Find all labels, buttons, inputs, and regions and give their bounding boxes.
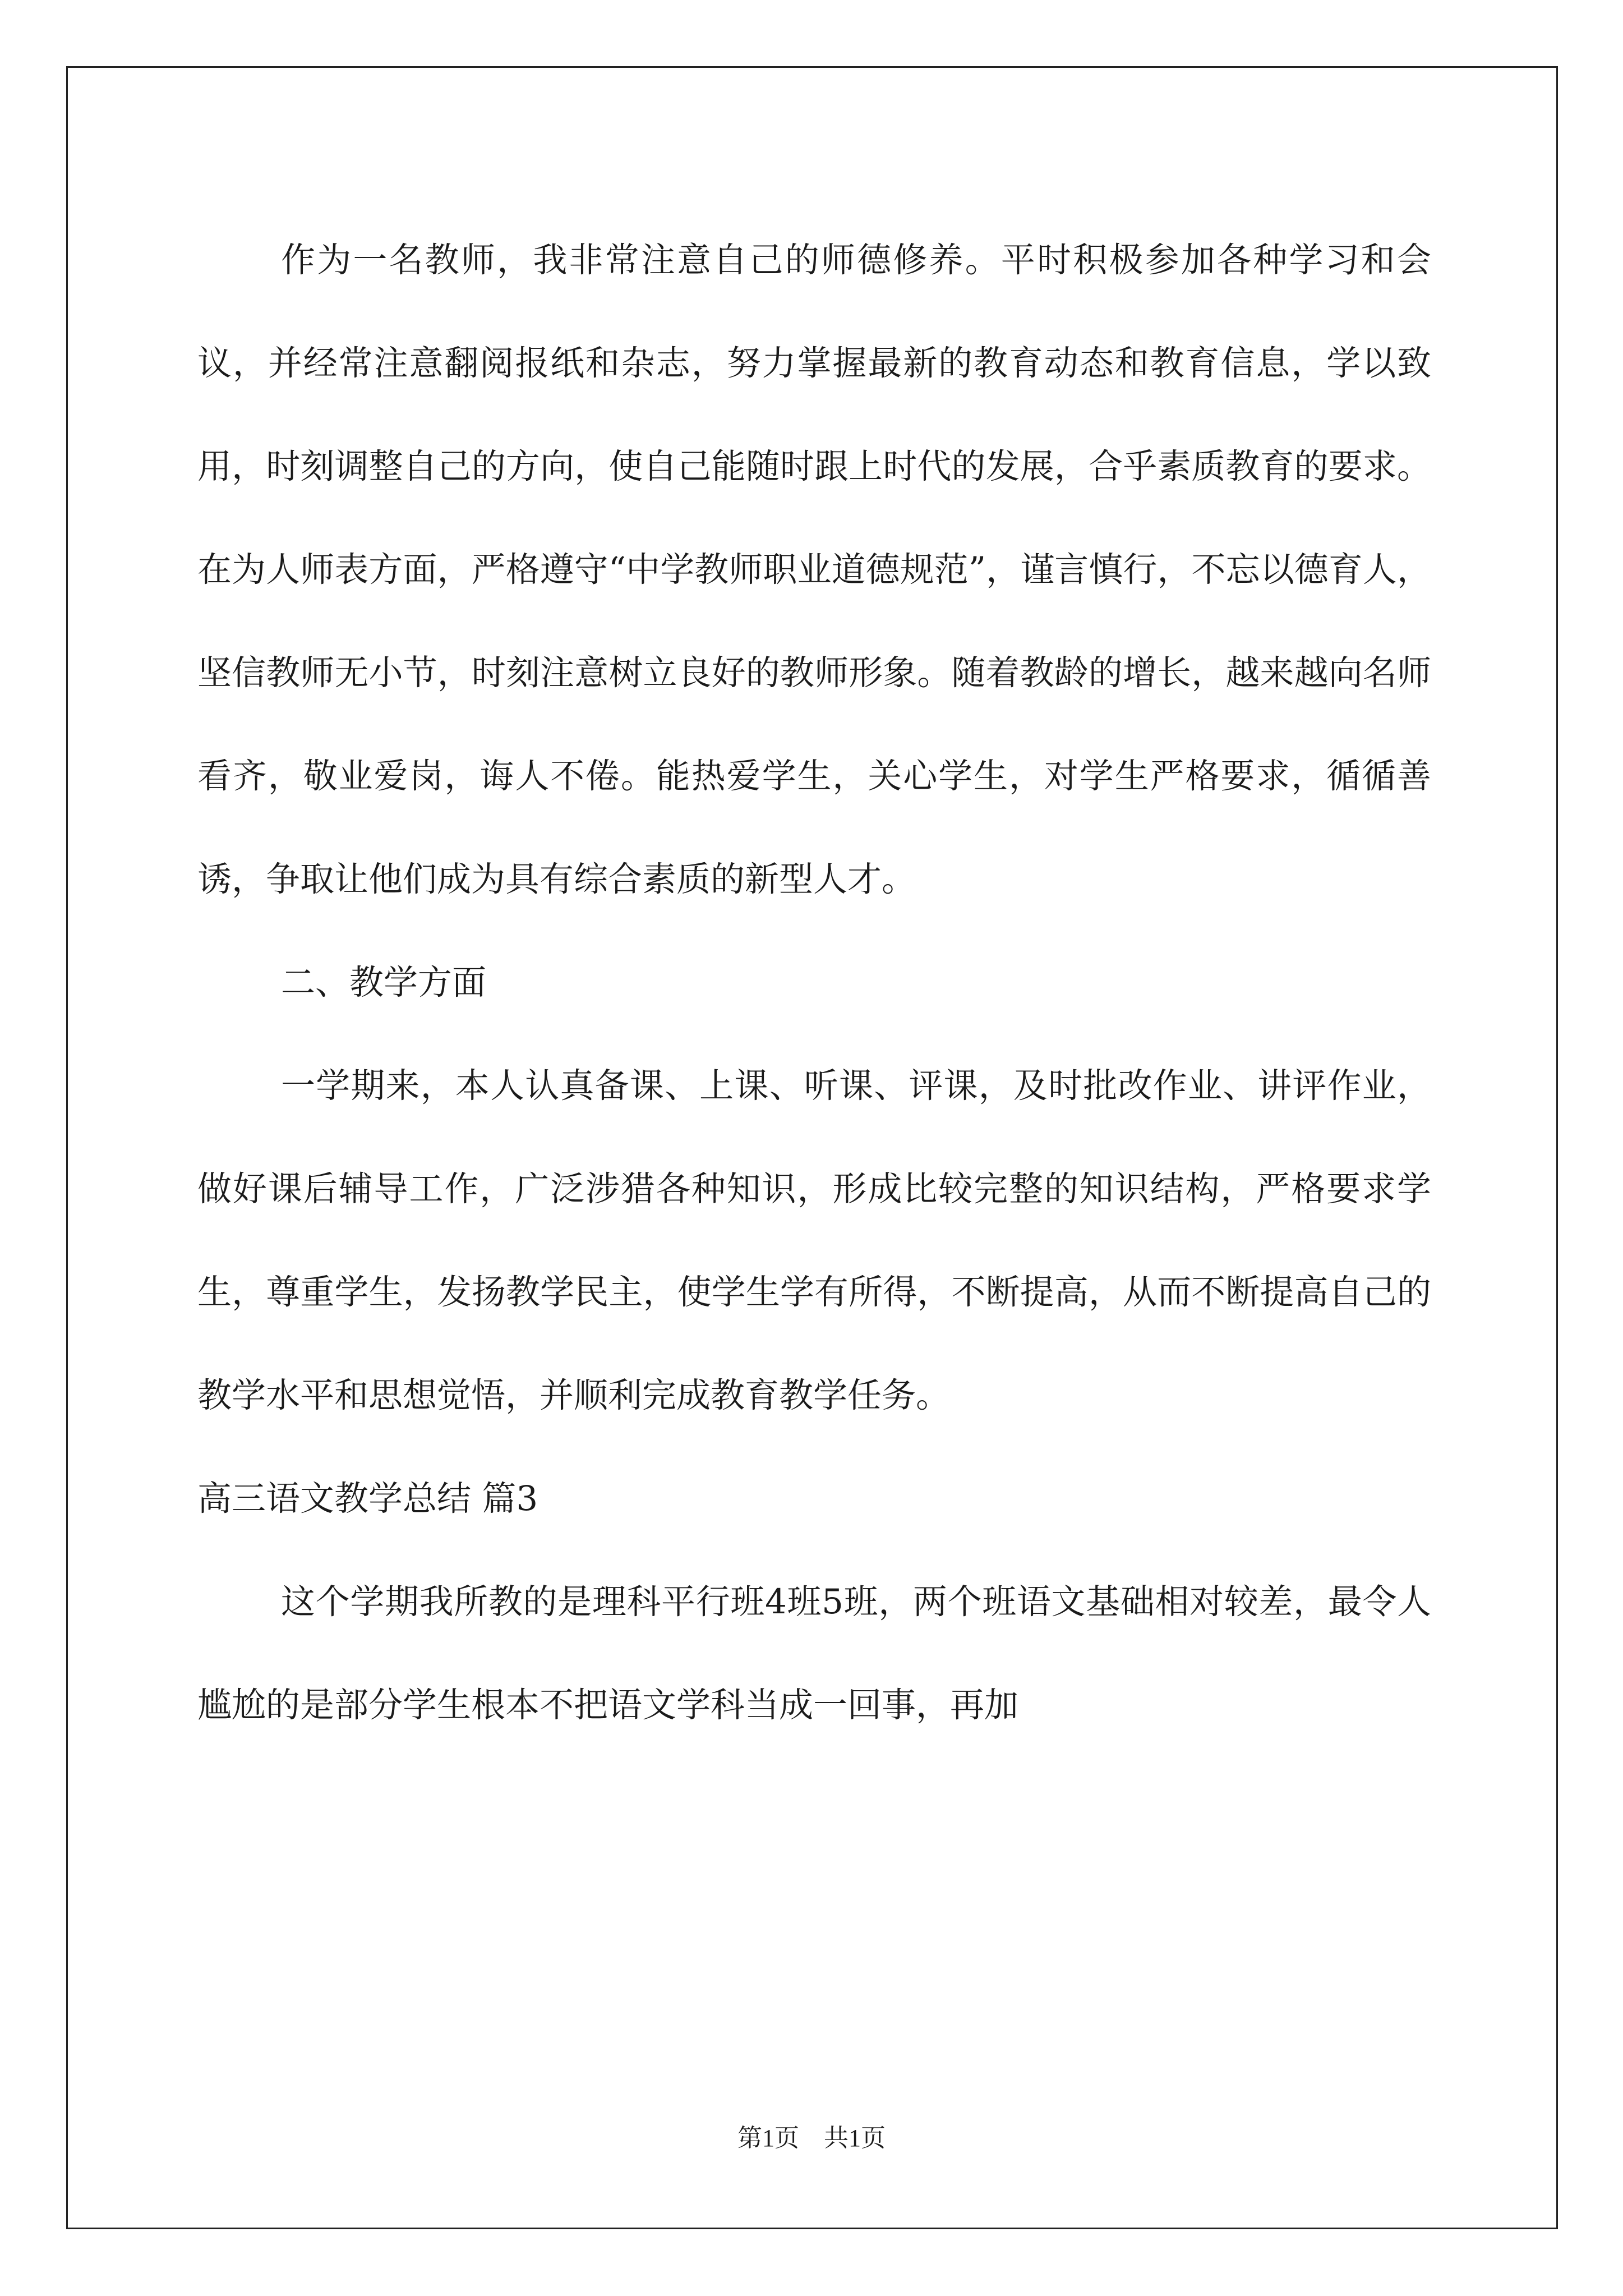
paragraph-class-intro: 这个学期我所教的是理科平行班4班5班，两个班语文基础相对较差，最令人尴尬的是部分学生根本不把语文学科当成一回事，再加 [197,1582,1431,1725]
paragraph-teacher-ethics: 作为一名教师，我非常注意自己的师德修养。平时积极参加各种学习和会议，并经常注意翻阅报纸和杂志，努力掌握最新的教育动态和教育信息，学以致用，时刻调整自己的方向，使自己能随时跟上时代的发展，合乎素质教育的要求。在为人师表方面，严格遵守“中学教师职业道德规范”，谨言慎行，不忘以德育人，坚信教师无小节，时刻注意树立良好的教师形象。随着教龄的增长，越来越向名师看齐，敬业爱岗，诲人不倦。能热爱学生，关心学生，对学生严格要求，循循善诱，争取让他们成为具有综合素质的新型人才。 [197,240,1431,899]
document-body [197,209,1431,1757]
paragraph-teaching-work: 一学期来，本人认真备课、上课、听课、评课，及时批改作业、讲评作业，做好课后辅导工作，广泛涉猎各种知识，形成比较完整的知识结构，严格要求学生，尊重学生，发扬教学民主，使学生学有所得，不断提高，从而不断提高自己的教学水平和思想觉悟，并顺利完成教育教学任务。 [197,1066,1431,1415]
article-title: 高三语文教学总结 篇3 [197,1479,538,1519]
page-footer: 第1页 共1页 [737,2124,886,2152]
section-heading-teaching: 二、教学方面 [281,963,487,1002]
